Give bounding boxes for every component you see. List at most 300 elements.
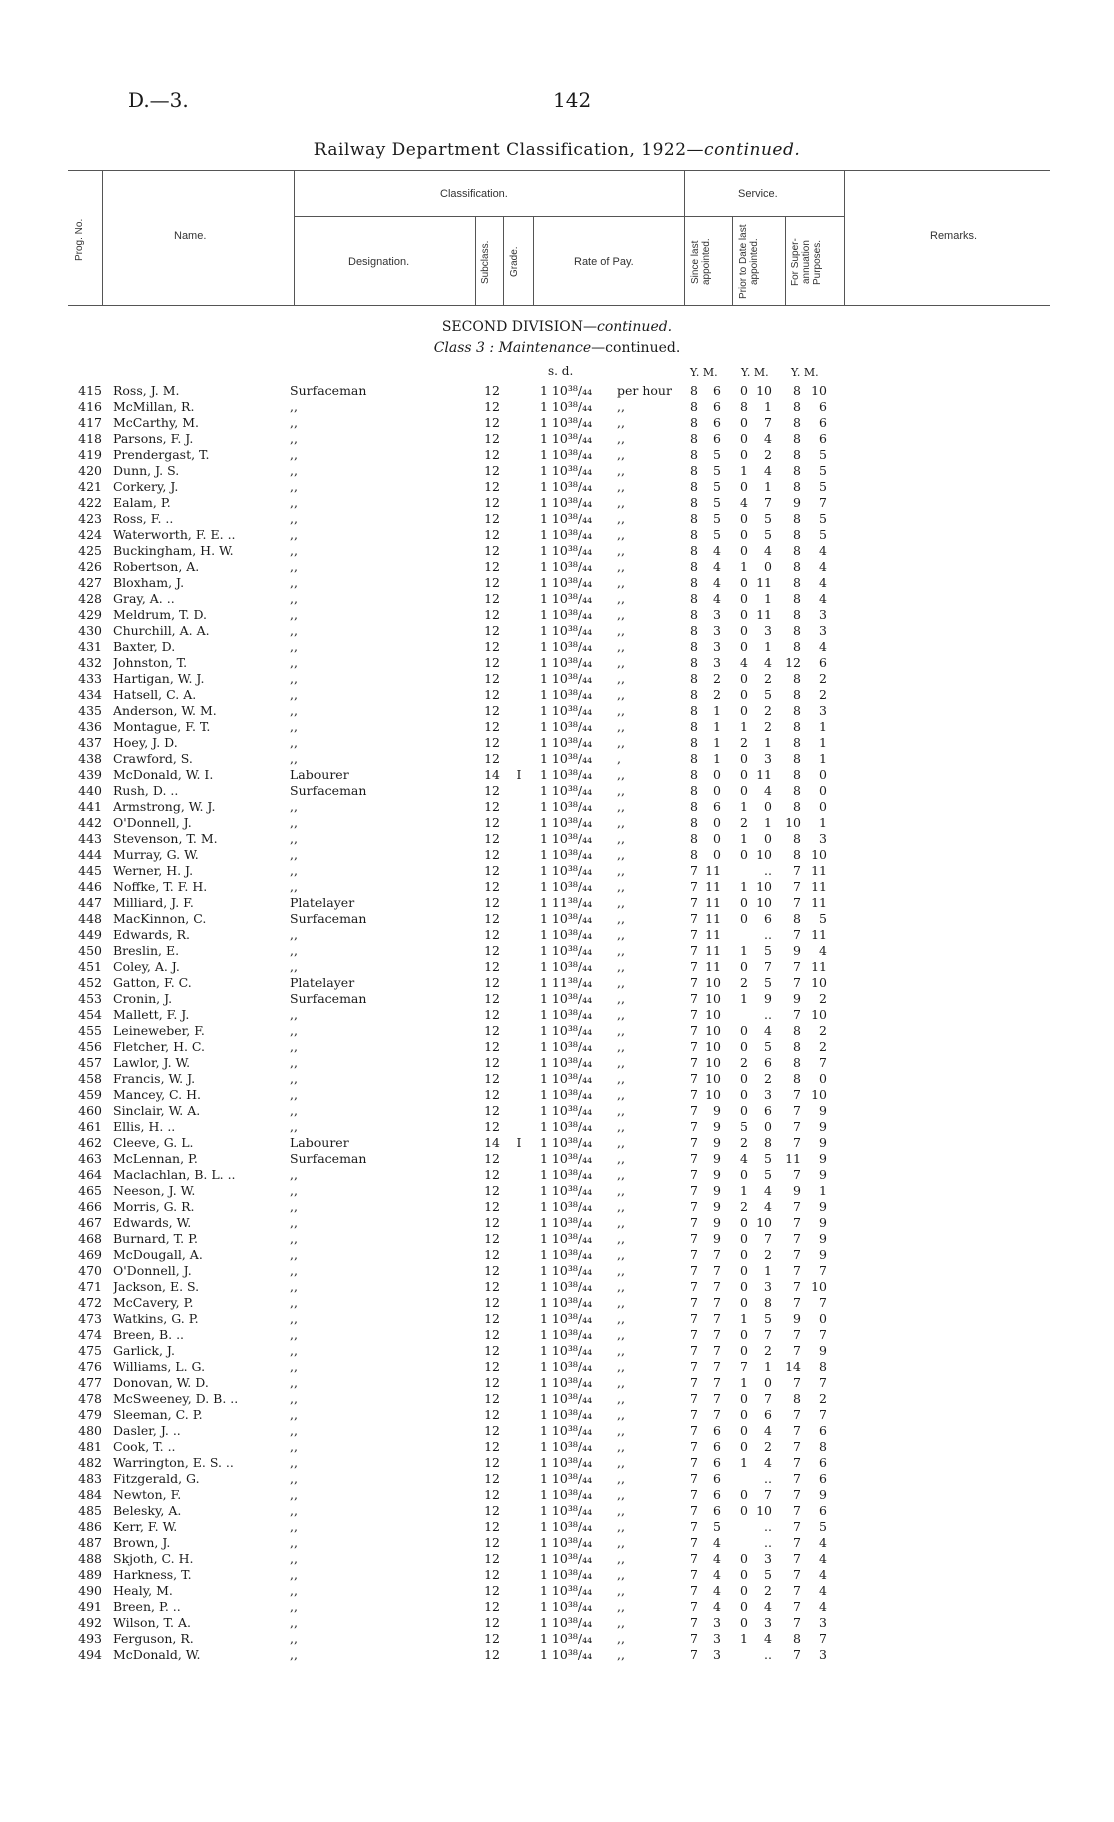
prior-months-cell: 2 [764, 1583, 772, 1598]
prior-months-cell: .. [764, 1007, 772, 1022]
table-row [0, 1423, 1114, 1439]
since-last-years-cell: 7 [690, 863, 698, 878]
rate-of-pay-cell: 1 10³⁸/₄₄ [540, 511, 593, 526]
name-cell: Newton, F. [113, 1487, 182, 1502]
designation-cell: ,, [290, 1167, 298, 1182]
superannuation-years-cell: 7 [793, 1231, 801, 1246]
name-cell: Ealam, P. [113, 495, 171, 510]
table-row [0, 559, 1114, 575]
prior-years-cell: 0 [740, 1247, 748, 1262]
rate-unit-cell: ,, [617, 559, 625, 574]
since-last-years-cell: 8 [690, 783, 698, 798]
rate-of-pay-cell: 1 10³⁸/₄₄ [540, 1327, 593, 1342]
rate-unit-cell: ,, [617, 1551, 625, 1566]
superannuation-years-cell: 8 [793, 1071, 801, 1086]
prior-months-cell: 2 [764, 703, 772, 718]
rate-unit-cell: ,, [617, 1279, 625, 1294]
superannuation-years-cell: 8 [793, 591, 801, 606]
prior-years-cell: 0 [740, 1407, 748, 1422]
superannuation-years-cell: 7 [793, 1119, 801, 1134]
table-row [0, 1039, 1114, 1055]
prior-months-cell: 3 [764, 751, 772, 766]
subclass-cell: 12 [484, 975, 500, 990]
superannuation-months-cell: 7 [819, 1263, 827, 1278]
since-last-years-cell: 7 [690, 1279, 698, 1294]
superannuation-years-cell: 8 [793, 831, 801, 846]
prog-no-cell: 466 [78, 1199, 102, 1214]
since-last-years-cell: 7 [690, 927, 698, 942]
designation-cell: ,, [290, 1615, 298, 1630]
name-cell: O'Donnell, J. [113, 1263, 192, 1278]
subclass-cell: 12 [484, 1279, 500, 1294]
since-last-years-cell: 7 [690, 1455, 698, 1470]
prior-years-cell: 0 [740, 1071, 748, 1086]
designation-cell: ,, [290, 1551, 298, 1566]
prior-months-cell: 5 [764, 975, 772, 990]
since-last-months-cell: 4 [713, 1583, 721, 1598]
prior-years-cell: 1 [740, 991, 748, 1006]
prog-no-cell: 428 [78, 591, 102, 606]
prog-no-cell: 448 [78, 911, 102, 926]
rate-of-pay-cell: 1 10³⁸/₄₄ [540, 1487, 593, 1502]
rate-unit-cell: ,, [617, 639, 625, 654]
prog-no-cell: 461 [78, 1119, 102, 1134]
prior-years-cell: 0 [740, 1391, 748, 1406]
table-row [0, 623, 1114, 639]
since-last-years-cell: 8 [690, 847, 698, 862]
designation-cell: ,, [290, 495, 298, 510]
prog-no-cell: 457 [78, 1055, 102, 1070]
prior-months-cell: 10 [756, 847, 772, 862]
header-divider [475, 216, 476, 305]
name-cell: Bloxham, J. [113, 575, 185, 590]
designation-cell: ,, [290, 527, 298, 542]
superannuation-months-cell: 9 [819, 1343, 827, 1358]
table-row [0, 463, 1114, 479]
since-last-years-cell: 8 [690, 655, 698, 670]
prior-months-cell: 2 [764, 1247, 772, 1262]
rate-of-pay-cell: 1 10³⁸/₄₄ [540, 575, 593, 590]
prog-no-cell: 478 [78, 1391, 102, 1406]
since-last-years-cell: 7 [690, 1311, 698, 1326]
since-last-years-cell: 8 [690, 591, 698, 606]
prog-no-cell: 490 [78, 1583, 102, 1598]
designation-cell: Labourer [290, 767, 349, 782]
superannuation-months-cell: 10 [811, 847, 827, 862]
rate-unit-cell: ,, [617, 927, 625, 942]
rate-unit-cell: ,, [617, 943, 625, 958]
rate-of-pay-cell: 1 10³⁸/₄₄ [540, 1119, 593, 1134]
subclass-cell: 12 [484, 1631, 500, 1646]
since-last-months-cell: 5 [713, 447, 721, 462]
prior-months-cell: 0 [764, 831, 772, 846]
superannuation-years-cell: 8 [793, 447, 801, 462]
since-last-years-cell: 7 [690, 1119, 698, 1134]
prog-no-cell: 429 [78, 607, 102, 622]
superannuation-years-cell: 7 [793, 895, 801, 910]
superannuation-years-cell: 7 [793, 1599, 801, 1614]
since-last-years-cell: 7 [690, 1375, 698, 1390]
superannuation-years-cell: 7 [793, 1407, 801, 1422]
subclass-cell: 12 [484, 543, 500, 558]
since-last-months-cell: 4 [713, 575, 721, 590]
subclass-cell: 12 [484, 1487, 500, 1502]
superannuation-years-cell: 8 [793, 1055, 801, 1070]
rate-of-pay-cell: 1 10³⁸/₄₄ [540, 1231, 593, 1246]
rate-of-pay-cell: 1 10³⁸/₄₄ [540, 703, 593, 718]
header-remarks: Remarks. [930, 230, 978, 242]
prog-no-cell: 480 [78, 1423, 102, 1438]
name-cell: Garlick, J. [113, 1343, 175, 1358]
superannuation-years-cell: 7 [793, 1551, 801, 1566]
class-heading [0, 340, 1114, 356]
subclass-cell: 12 [484, 591, 500, 606]
designation-cell: Platelayer [290, 975, 355, 990]
prior-months-cell: 4 [764, 1631, 772, 1646]
prior-years-cell: 1 [740, 1183, 748, 1198]
designation-cell: ,, [290, 1263, 298, 1278]
prog-no-cell: 491 [78, 1599, 102, 1614]
subclass-cell: 12 [484, 415, 500, 430]
prior-years-cell: 1 [740, 831, 748, 846]
rate-unit-cell: per hour [617, 383, 672, 398]
prior-years-cell: 0 [740, 1087, 748, 1102]
prog-no-cell: 430 [78, 623, 102, 638]
subclass-cell: 12 [484, 1583, 500, 1598]
superannuation-months-cell: 11 [811, 959, 827, 974]
table-row [0, 1247, 1114, 1263]
units-since-last: Y. M. [690, 366, 718, 379]
prior-months-cell: 10 [756, 383, 772, 398]
prog-no-cell: 422 [78, 495, 102, 510]
prior-years-cell: 0 [740, 527, 748, 542]
prior-years-cell: 2 [740, 975, 748, 990]
superannuation-months-cell: 4 [819, 639, 827, 654]
prog-no-cell: 444 [78, 847, 102, 862]
superannuation-months-cell: 2 [819, 671, 827, 686]
since-last-months-cell: 9 [713, 1199, 721, 1214]
rate-of-pay-cell: 1 10³⁸/₄₄ [540, 1583, 593, 1598]
since-last-months-cell: 9 [713, 1135, 721, 1150]
superannuation-years-cell: 7 [793, 1615, 801, 1630]
table-row [0, 415, 1114, 431]
rate-unit-cell: ,, [617, 1647, 625, 1662]
superannuation-years-cell: 8 [793, 911, 801, 926]
prog-no-cell: 468 [78, 1231, 102, 1246]
superannuation-years-cell: 8 [793, 415, 801, 430]
subclass-cell: 12 [484, 1615, 500, 1630]
rate-of-pay-cell: 1 10³⁸/₄₄ [540, 1407, 593, 1422]
designation-cell: ,, [290, 1471, 298, 1486]
prog-no-cell: 486 [78, 1519, 102, 1534]
designation-cell: ,, [290, 1311, 298, 1326]
table-row [0, 959, 1114, 975]
table-row [0, 431, 1114, 447]
since-last-months-cell: 5 [713, 1519, 721, 1534]
prior-months-cell: 6 [764, 1407, 772, 1422]
prior-months-cell: 0 [764, 799, 772, 814]
since-last-months-cell: 4 [713, 1599, 721, 1614]
superannuation-months-cell: 2 [819, 1023, 827, 1038]
section-heading [0, 319, 1114, 335]
since-last-months-cell: 2 [713, 687, 721, 702]
since-last-months-cell: 5 [713, 495, 721, 510]
since-last-years-cell: 8 [690, 799, 698, 814]
subclass-cell: 12 [484, 799, 500, 814]
rate-of-pay-cell: 1 10³⁸/₄₄ [540, 927, 593, 942]
rate-unit-cell: ,, [617, 687, 625, 702]
superannuation-years-cell: 7 [793, 1647, 801, 1662]
prior-months-cell: 1 [764, 399, 772, 414]
subclass-cell: 12 [484, 511, 500, 526]
prog-no-cell: 420 [78, 463, 102, 478]
units-prior-to: Y. M. [741, 366, 769, 379]
prior-years-cell: 0 [740, 607, 748, 622]
table-row [0, 1215, 1114, 1231]
prior-months-cell: 2 [764, 671, 772, 686]
prior-years-cell: 0 [740, 1279, 748, 1294]
table-row [0, 479, 1114, 495]
subclass-cell: 12 [484, 815, 500, 830]
prior-years-cell: 4 [740, 655, 748, 670]
superannuation-years-cell: 7 [793, 1471, 801, 1486]
superannuation-years-cell: 9 [793, 943, 801, 958]
superannuation-months-cell: 0 [819, 783, 827, 798]
designation-cell: ,, [290, 543, 298, 558]
subclass-cell: 12 [484, 1391, 500, 1406]
since-last-months-cell: 6 [713, 799, 721, 814]
subclass-cell: 12 [484, 1167, 500, 1182]
rate-unit-cell: ,, [617, 1199, 625, 1214]
table-row [0, 815, 1114, 831]
prior-years-cell: 0 [740, 895, 748, 910]
prog-no-cell: 493 [78, 1631, 102, 1646]
rate-of-pay-cell: 1 10³⁸/₄₄ [540, 1615, 593, 1630]
header-mid-rule [294, 216, 844, 217]
designation-cell: ,, [290, 1455, 298, 1470]
title-continued: continued. [704, 140, 801, 160]
superannuation-years-cell: 8 [793, 607, 801, 622]
superannuation-months-cell: 7 [819, 1327, 827, 1342]
prior-years-cell: 2 [740, 735, 748, 750]
rate-unit-cell: ,, [617, 1311, 625, 1326]
superannuation-months-cell: 11 [811, 895, 827, 910]
superannuation-years-cell: 7 [793, 1199, 801, 1214]
designation-cell: Surfaceman [290, 1151, 367, 1166]
header-divider [102, 170, 103, 305]
designation-cell: ,, [290, 1487, 298, 1502]
since-last-years-cell: 7 [690, 1471, 698, 1486]
rate-unit-cell: ,, [617, 1599, 625, 1614]
prior-months-cell: 1 [764, 591, 772, 606]
designation-cell: ,, [290, 1183, 298, 1198]
rate-unit-cell: ,, [617, 1087, 625, 1102]
since-last-months-cell: 0 [713, 815, 721, 830]
designation-cell: ,, [290, 559, 298, 574]
subclass-cell: 14 [484, 767, 500, 782]
designation-cell: ,, [290, 1423, 298, 1438]
rate-unit-cell: ,, [617, 1455, 625, 1470]
prior-months-cell: .. [764, 1471, 772, 1486]
superannuation-months-cell: 0 [819, 1311, 827, 1326]
subclass-cell: 12 [484, 1471, 500, 1486]
subclass-cell: 12 [484, 1455, 500, 1470]
superannuation-months-cell: 7 [819, 495, 827, 510]
superannuation-months-cell: 6 [819, 1503, 827, 1518]
since-last-months-cell: 9 [713, 1231, 721, 1246]
superannuation-months-cell: 7 [819, 1407, 827, 1422]
name-cell: Harkness, T. [113, 1567, 192, 1582]
since-last-months-cell: 7 [713, 1359, 721, 1374]
since-last-years-cell: 8 [690, 511, 698, 526]
rate-of-pay-cell: 1 10³⁸/₄₄ [540, 591, 593, 606]
name-cell: Murray, G. W. [113, 847, 199, 862]
rate-unit-cell: ,, [617, 399, 625, 414]
subclass-cell: 12 [484, 1007, 500, 1022]
name-cell: McDonald, W. [113, 1647, 201, 1662]
header-divider [294, 170, 295, 305]
table-row [0, 511, 1114, 527]
header-classification: Classification. [440, 188, 508, 200]
subclass-cell: 12 [484, 1151, 500, 1166]
designation-cell: Surfaceman [290, 991, 367, 1006]
header-divider [533, 216, 534, 305]
prior-months-cell: 1 [764, 1263, 772, 1278]
subclass-cell: 12 [484, 575, 500, 590]
rate-unit-cell: ,, [617, 1039, 625, 1054]
table-row [0, 863, 1114, 879]
superannuation-months-cell: 6 [819, 399, 827, 414]
subclass-cell: 12 [484, 991, 500, 1006]
name-cell: Stevenson, T. M. [113, 831, 218, 846]
prog-no-cell: 465 [78, 1183, 102, 1198]
rate-of-pay-cell: 1 10³⁸/₄₄ [540, 1247, 593, 1262]
rate-of-pay-cell: 1 10³⁸/₄₄ [540, 431, 593, 446]
prog-no-cell: 464 [78, 1167, 102, 1182]
designation-cell: ,, [290, 719, 298, 734]
rate-of-pay-cell: 1 10³⁸/₄₄ [540, 1375, 593, 1390]
table-row [0, 1455, 1114, 1471]
prog-no-cell: 458 [78, 1071, 102, 1086]
superannuation-months-cell: 4 [819, 559, 827, 574]
header-divider [503, 216, 504, 305]
since-last-years-cell: 7 [690, 943, 698, 958]
subclass-cell: 12 [484, 463, 500, 478]
rate-unit-cell: ,, [617, 767, 625, 782]
subclass-cell: 12 [484, 1263, 500, 1278]
designation-cell: ,, [290, 1055, 298, 1070]
table-row [0, 1631, 1114, 1647]
prog-no-cell: 415 [78, 383, 102, 398]
prog-no-cell: 470 [78, 1263, 102, 1278]
superannuation-years-cell: 7 [793, 1103, 801, 1118]
superannuation-years-cell: 7 [793, 1375, 801, 1390]
since-last-months-cell: 7 [713, 1279, 721, 1294]
prior-years-cell: 0 [740, 1343, 748, 1358]
prior-years-cell: 0 [740, 687, 748, 702]
superannuation-months-cell: 5 [819, 511, 827, 526]
subclass-cell: 12 [484, 1055, 500, 1070]
designation-cell: ,, [290, 479, 298, 494]
since-last-years-cell: 7 [690, 975, 698, 990]
prior-years-cell: 0 [740, 1039, 748, 1054]
superannuation-years-cell: 7 [793, 1519, 801, 1534]
rate-unit-cell: ,, [617, 1215, 625, 1230]
rate-of-pay-cell: 1 11³⁸/₄₄ [540, 895, 593, 910]
header-divider [732, 216, 733, 305]
since-last-years-cell: 7 [690, 1519, 698, 1534]
table-row [0, 575, 1114, 591]
rate-unit-cell: ,, [617, 1231, 625, 1246]
superannuation-months-cell: 7 [819, 1055, 827, 1070]
prior-years-cell: 2 [740, 815, 748, 830]
prior-months-cell: 2 [764, 719, 772, 734]
designation-cell: ,, [290, 1599, 298, 1614]
prog-no-cell: 455 [78, 1023, 102, 1038]
since-last-months-cell: 6 [713, 1487, 721, 1502]
subclass-cell: 12 [484, 671, 500, 686]
designation-cell: Surfaceman [290, 783, 367, 798]
division-label: SECOND DIVISION— [441, 319, 598, 335]
name-cell: McDonald, W. I. [113, 767, 214, 782]
superannuation-months-cell: 7 [819, 1295, 827, 1310]
prog-no-cell: 453 [78, 991, 102, 1006]
prior-years-cell: 0 [740, 447, 748, 462]
rate-unit-cell: ,, [617, 879, 625, 894]
prior-months-cell: 0 [764, 559, 772, 574]
header-subclass: Subclass. [480, 240, 491, 284]
prog-no-cell: 449 [78, 927, 102, 942]
header-prior-to-date: Prior to Date last appointed. [738, 224, 760, 300]
rate-unit-cell: ,, [617, 1535, 625, 1550]
name-cell: Mallett, F. J. [113, 1007, 190, 1022]
since-last-months-cell: 7 [713, 1327, 721, 1342]
superannuation-months-cell: 6 [819, 1471, 827, 1486]
title-main: Railway Department Classification, 1922— [313, 140, 705, 160]
prior-months-cell: 0 [764, 1119, 772, 1134]
designation-cell: ,, [290, 1247, 298, 1262]
superannuation-months-cell: 1 [819, 735, 827, 750]
prior-years-cell: 0 [740, 1327, 748, 1342]
since-last-years-cell: 7 [690, 1263, 698, 1278]
since-last-months-cell: 5 [713, 511, 721, 526]
table-row [0, 639, 1114, 655]
superannuation-months-cell: 9 [819, 1135, 827, 1150]
prior-months-cell: 5 [764, 943, 772, 958]
table-row [0, 1519, 1114, 1535]
subclass-cell: 12 [484, 1375, 500, 1390]
since-last-years-cell: 7 [690, 1103, 698, 1118]
superannuation-years-cell: 7 [793, 1535, 801, 1550]
name-cell: Wilson, T. A. [113, 1615, 192, 1630]
prog-no-cell: 425 [78, 543, 102, 558]
table-row [0, 783, 1114, 799]
since-last-years-cell: 7 [690, 1167, 698, 1182]
prior-months-cell: 10 [756, 1503, 772, 1518]
rate-unit-cell: ,, [617, 719, 625, 734]
superannuation-years-cell: 8 [793, 799, 801, 814]
superannuation-months-cell: 5 [819, 479, 827, 494]
superannuation-years-cell: 8 [793, 1631, 801, 1646]
superannuation-months-cell: 1 [819, 719, 827, 734]
since-last-years-cell: 7 [690, 1135, 698, 1150]
table-row [0, 1599, 1114, 1615]
rate-of-pay-cell: 1 10³⁸/₄₄ [540, 447, 593, 462]
rate-unit-cell: ,, [617, 1135, 625, 1150]
superannuation-months-cell: 6 [819, 431, 827, 446]
rate-unit-cell: ,, [617, 671, 625, 686]
rate-unit-cell: ,, [617, 815, 625, 830]
